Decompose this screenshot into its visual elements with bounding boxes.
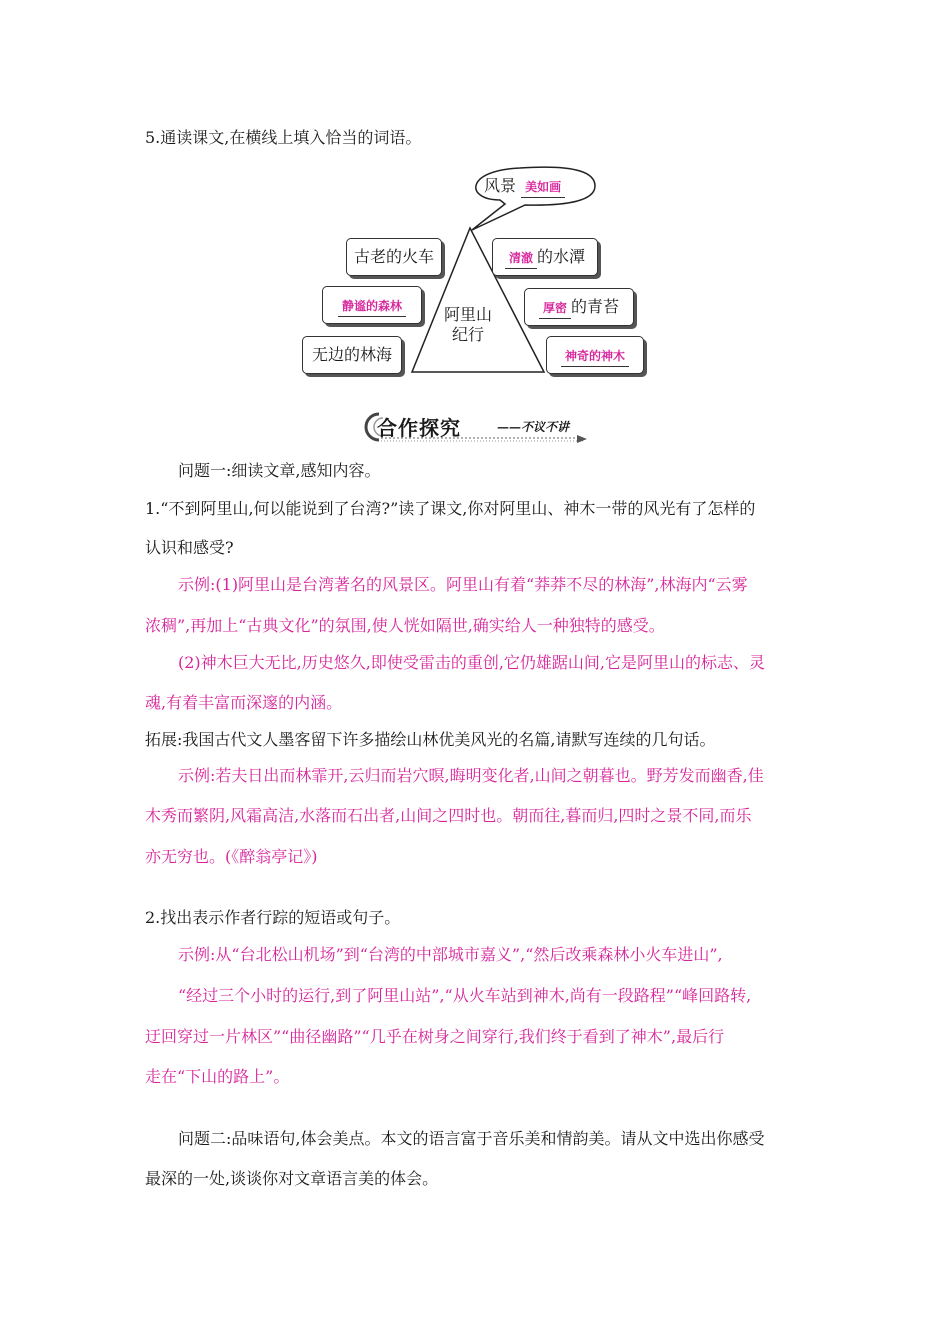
bubble-label: 风景 [484, 176, 517, 195]
problem-two-line-1: 问题二:品味语句,体会美点。本文的语言富于音乐美和情韵美。请从文中选出你感受 [178, 1129, 765, 1148]
box-thick-moss-suffix: 的青苔 [571, 297, 620, 316]
answer-2-line-1: 示例:从“台北松山机场”到“台湾的中部城市嘉义”,“然后改乘森林小火车进山”, [178, 945, 723, 964]
extension-answer-line-2: 木秀而繁阴,风霜高洁,水落而石出者,山间之四时也。朝而往,暮而归,四时之景不同,而乐 [145, 806, 752, 825]
problem-one-heading: 问题一:细读文章,感知内容。 [178, 461, 381, 480]
extension-answer-line-1: 示例:若夫日出而林霏开,云归而岩穴暝,晦明变化者,山间之朝暮也。野芳发而幽香,佳 [178, 766, 764, 785]
question-1-line-2: 认识和感受? [145, 538, 234, 557]
question-2-prompt: 2.找出表示作者行踪的短语或句子。 [145, 908, 401, 927]
section-subtitle: ——不议不讲 [497, 420, 570, 434]
center-title [442, 305, 494, 345]
q5-prompt: 5.通读课文,在横线上填入恰当的词语。 [145, 128, 422, 147]
box-quiet-forest-answer: 静谧的森林 [338, 296, 406, 317]
box-old-train [346, 238, 442, 276]
extension-answer-line-3: 亦无穷也。(《醉翁亭记》) [145, 847, 318, 866]
center-title-line-1: 阿里山 [443, 305, 492, 324]
answer-2-line-2: “经过三个小时的运行,到了阿里山站”,“从火车站到神木,尚有一段路程”“峰回路转, [178, 986, 752, 1005]
mind-map-diagram [300, 160, 652, 380]
bubble-content [484, 176, 565, 198]
bubble-answer: 美如画 [521, 177, 565, 198]
answer-1-line-3: (2)神木巨大无比,历史悠久,即使受雷击的重创,它仍雄踞山间,它是阿里山的标志、灵 [178, 653, 766, 672]
section-title: 合作探究 [377, 416, 461, 440]
question-1-line-1: 1.“不到阿里山,何以能说到了台湾?”读了课文,你对阿里山、神木一带的风光有了怎样的 [145, 499, 756, 518]
section-banner [363, 408, 593, 446]
answer-2-line-4: 走在“下山的路上”。 [145, 1067, 290, 1086]
box-thick-moss-answer: 厚密 [539, 298, 571, 319]
box-clear-pool-suffix: 的水潭 [537, 247, 586, 266]
extension-prompt: 拓展:我国古代文人墨客留下许多描绘山林优美风光的名篇,请默写连续的几句话。 [145, 730, 716, 749]
box-thick-moss [524, 288, 634, 326]
answer-1-line-1: 示例:(1)阿里山是台湾著名的风景区。阿里山有着“莽莽不尽的林海”,林海内“云雾 [178, 575, 748, 594]
answer-2-line-3: 迂回穿过一片林区”“曲径幽路”“几乎在树身之间穿行,我们终于看到了神木”,最后行 [145, 1027, 725, 1046]
box-magic-tree-answer: 神奇的神木 [561, 346, 629, 367]
box-old-train-text: 古老的火车 [353, 247, 434, 266]
box-endless-forest-text: 无边的林海 [311, 345, 392, 364]
box-quiet-forest [322, 286, 422, 324]
answer-1-line-4: 魂,有着丰富而深邃的内涵。 [145, 693, 343, 712]
center-title-line-2: 纪行 [451, 325, 484, 344]
problem-two-line-2: 最深的一处,谈谈你对文章语言美的体会。 [145, 1169, 439, 1188]
box-clear-pool [492, 238, 598, 276]
box-magic-tree [546, 336, 644, 374]
box-endless-forest [302, 336, 402, 374]
box-clear-pool-answer: 清澈 [505, 248, 537, 269]
answer-1-line-2: 浓稠”,再加上“古典文化”的氛围,使人恍如隔世,确实给人一种独特的感受。 [145, 616, 665, 635]
